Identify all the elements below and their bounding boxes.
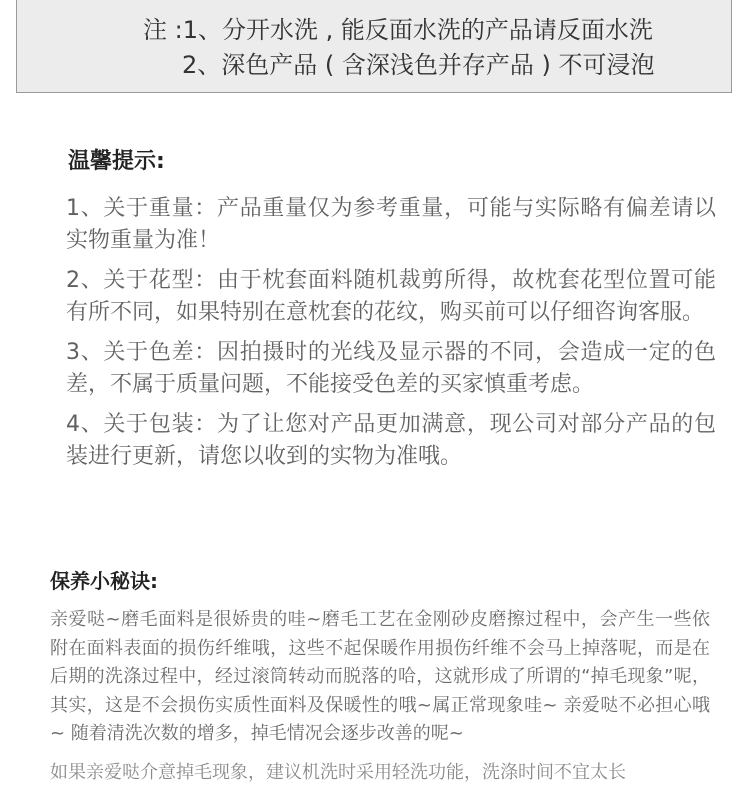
tip-packaging: 4、关于包装：为了让您对产品更加满意，现公司对部分产品的包装进行更新，请您以收到的实物为准哦。 [66,412,716,469]
tip-weight: 1、关于重量：产品重量仅为参考重量，可能与实际略有偏差请以实物重量为准！ [66,196,716,253]
care-paragraph-1: 亲爱哒~磨毛面料是很娇贵的哇~磨毛工艺在金刚砂皮磨擦过程中，会产生一些依附在面料表面的损伤纤维哦，这些不起保暖作用损伤纤维不会马上掉落呢，而是在后期的洗涤过程中，经过滚筒转动而脱落的哈，这就形成了所谓的“掉毛现象”呢，其实，这是不会损伤实质性面料及保暖性的哦~属正常现象哇~ 亲爱哒不必担心哦~ 随着清洗次数的增多，掉毛情况会逐步改善的呢~ [50,609,710,744]
note-line-2: 2、深色产品 ( 含深浅色并存产品 ) 不可浸泡 [182,51,655,79]
tip-pattern: 2、关于花型：由于枕套面料随机裁剪所得，故枕套花型位置可能有所不同，如果特别在意枕套的花纹，购买前可以仔细咨询客服。 [66,268,716,325]
care-heading: 保养小秘诀: [50,569,158,593]
tips-list [66,193,716,481]
care-text [50,606,710,787]
tips-heading: 温馨提示: [68,149,165,174]
washing-note-box [16,0,732,93]
care-paragraph-2: 如果亲爱哒介意掉毛现象，建议机洗时采用轻洗功能，洗涤时间不宜太长 [50,761,626,783]
tip-color-difference: 3、关于色差：因拍摄时的光线及显示器的不同，会造成一定的色差，不属于质量问题，不能接受色差的买家慎重考虑。 [66,340,716,397]
note-line-1: 注 :1、分开水洗 , 能反面水洗的产品请反面水洗 [143,16,653,44]
